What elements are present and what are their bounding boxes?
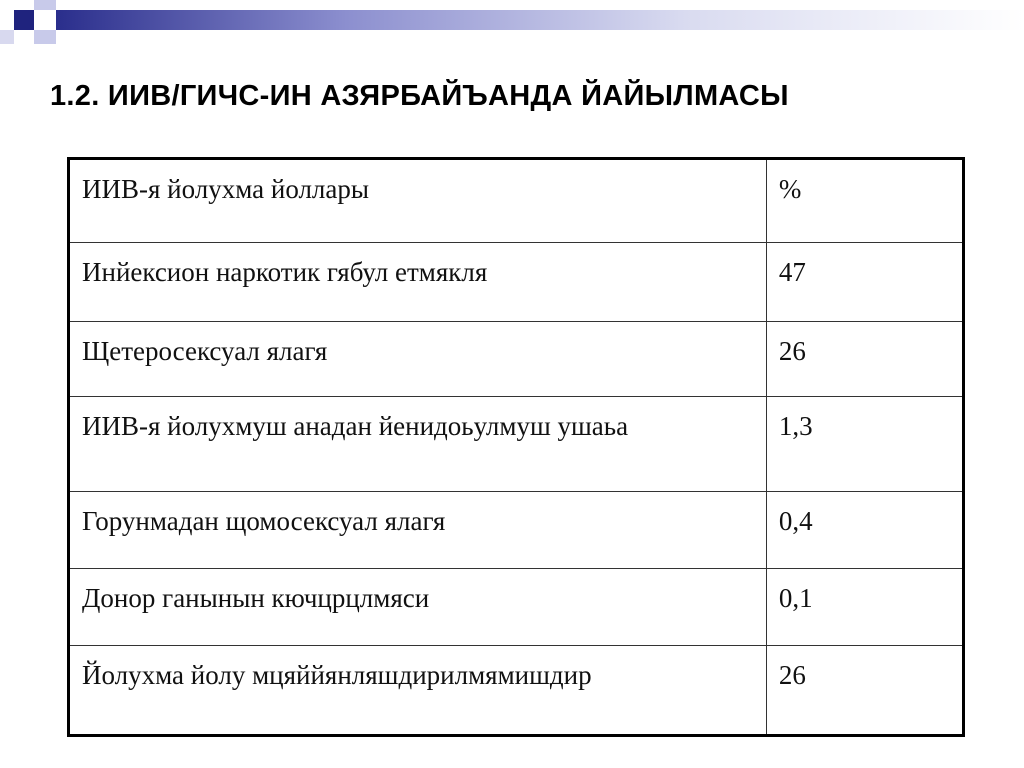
hiv-transmission-table — [67, 157, 965, 737]
row-value-cell: 0,4 — [766, 492, 963, 569]
row-label-cell: Горунмадан щомосексуал ялагя — [69, 492, 767, 569]
slide-title: 1.2. ИИВ/ГИЧС-ИН АЗЯРБАЙЪАНДА ЙАЙЫЛМАСЫ — [50, 80, 789, 112]
decor-square — [14, 10, 34, 30]
row-label-cell: Инйексион наркотик гябул етмякля — [69, 243, 767, 322]
row-label-cell: ИИВ-я йолухмуш анадан йенидоьулмуш ушаьа — [69, 397, 767, 492]
table-row — [69, 243, 964, 322]
table-row — [69, 492, 964, 569]
table-row — [69, 322, 964, 397]
table-row — [69, 397, 964, 492]
header-value-cell: % — [766, 159, 963, 243]
decor-square — [14, 30, 34, 42]
row-value-cell: 26 — [766, 646, 963, 736]
row-value-cell: 1,3 — [766, 397, 963, 492]
decor-gradient-bar — [56, 10, 1024, 30]
decor-square — [56, 30, 76, 44]
decor-square — [0, 30, 14, 44]
table-row — [69, 646, 964, 736]
row-value-cell: 0,1 — [766, 569, 963, 646]
decor-square — [34, 30, 56, 44]
row-label-cell: Щетеросексуал ялагя — [69, 322, 767, 397]
header-label-cell: ИИВ-я йолухма йоллары — [69, 159, 767, 243]
row-value-cell: 47 — [766, 243, 963, 322]
row-label-cell: Донор ганынын кючцрцлмяси — [69, 569, 767, 646]
decor-square — [34, 10, 56, 30]
table-row — [69, 569, 964, 646]
row-label-cell: Йолухма йолу мцяййянляшдирилмямишдир — [69, 646, 767, 736]
decor-square — [34, 0, 56, 10]
table-header-row — [69, 159, 964, 243]
row-value-cell: 26 — [766, 322, 963, 397]
